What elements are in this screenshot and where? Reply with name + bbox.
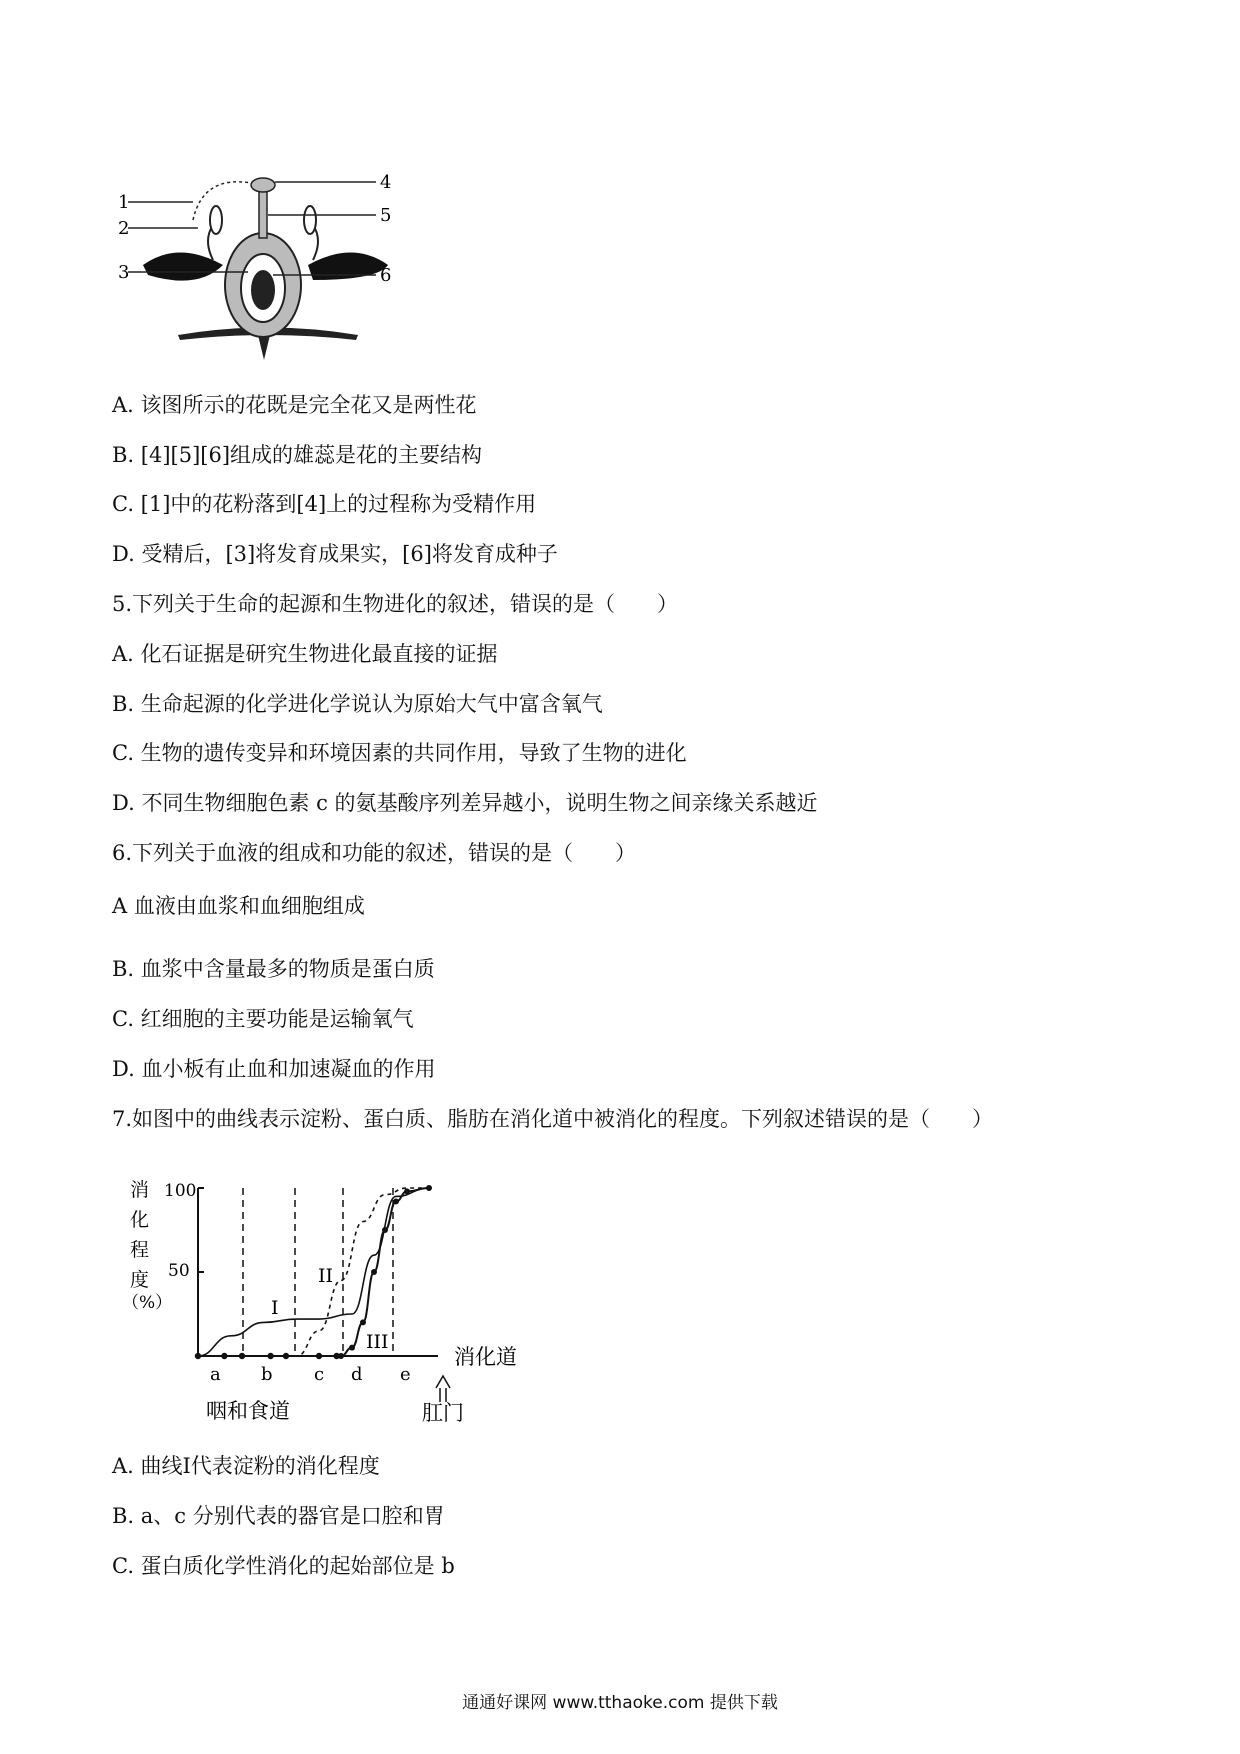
curve-III-point (426, 1185, 432, 1191)
q4-option-d: D. 受精后，[3]将发育成果实，[6]将发育成种子 (112, 542, 558, 566)
flower-structure-diagram (118, 170, 408, 365)
label-4: 4 (380, 172, 392, 193)
category-b: b (261, 1364, 273, 1385)
style (259, 188, 267, 238)
q7-option-a: A. 曲线I代表淀粉的消化程度 (112, 1454, 380, 1478)
anther-right (304, 206, 316, 234)
petal-right (308, 253, 388, 281)
ylabel-char-2: 化 (130, 1209, 150, 1231)
curve-III-point (371, 1269, 377, 1275)
curve-III (198, 1188, 429, 1356)
baseline-point (239, 1353, 245, 1359)
curve-II (198, 1188, 429, 1356)
baseline-point (316, 1353, 322, 1359)
ovule (251, 270, 275, 310)
q5-option-b: B. 生命起源的化学进化学说认为原始大气中富含氧气 (112, 692, 603, 716)
ylabel-char-4: 度 (130, 1269, 150, 1291)
series-label-II: II (318, 1265, 334, 1287)
q6-option-b: B. 血浆中含量最多的物质是蛋白质 (112, 957, 435, 981)
q6-option-d: D. 血小板有止血和加速凝血的作用 (112, 1057, 436, 1081)
q4-option-b: B. [4][5][6]组成的雄蕊是花的主要结构 (112, 443, 483, 467)
q6-stem: 6.下列关于血液的组成和功能的叙述，错误的是（ ） (112, 841, 637, 865)
curve-III-point (404, 1188, 410, 1194)
series-label-III: III (366, 1331, 389, 1353)
curve-III-point (393, 1198, 399, 1204)
q7-option-c: C. 蛋白质化学性消化的起始部位是 b (112, 1554, 455, 1578)
category-c: c (314, 1364, 325, 1385)
baseline-point (195, 1353, 201, 1359)
category-e: e (400, 1364, 411, 1385)
curve-III-point (382, 1227, 388, 1233)
annotation-anus: 肛门 (422, 1401, 464, 1425)
category-d: d (351, 1364, 363, 1385)
curve-I (198, 1188, 429, 1356)
ytick-50: 50 (168, 1261, 190, 1281)
annotation-esophagus: 咽和食道 (206, 1399, 290, 1423)
ytick-100: 100 (164, 1181, 197, 1201)
q4-option-c: C. [1]中的花粉落到[4]上的过程称为受精作用 (112, 492, 537, 516)
ylabel-unit: （%） (122, 1293, 173, 1313)
ylabel-char-1: 消 (130, 1179, 150, 1201)
x-axis-label: 消化道 (454, 1345, 517, 1369)
baseline-point (267, 1353, 273, 1359)
curve-III-point (349, 1345, 355, 1351)
anther-left (210, 206, 222, 234)
q5-stem: 5.下列关于生命的起源和生物进化的叙述，错误的是（ ） (112, 592, 679, 616)
q7-option-b: B. a、c 分别代表的器官是口腔和胃 (112, 1504, 445, 1528)
q4-option-a: A. 该图所示的花既是完全花又是两性花 (112, 393, 477, 417)
q5-option-c: C. 生物的遗传变异和环境因素的共同作用，导致了生物的进化 (112, 741, 687, 765)
q5-option-a: A. 化石证据是研究生物进化最直接的证据 (112, 642, 498, 666)
stigma (251, 178, 275, 192)
series-label-I: I (271, 1297, 279, 1319)
q6-option-c: C. 红细胞的主要功能是运输氧气 (112, 1007, 414, 1031)
label-6: 6 (380, 265, 392, 286)
baseline-point (333, 1353, 339, 1359)
q7-stem: 7.如图中的曲线表示淀粉、蛋白质、脂肪在消化道中被消化的程度。下列叙述错误的是（ ） (112, 1107, 994, 1131)
label-2: 2 (118, 218, 130, 239)
baseline-point (221, 1353, 227, 1359)
q5-option-d: D. 不同生物细胞色素 c 的氨基酸序列差异越小，说明生物之间亲缘关系越近 (112, 791, 818, 815)
curve-III-point (360, 1319, 366, 1325)
stalk (258, 335, 270, 360)
footer-source: 通通好课网 www.tthaoke.com 提供下载 (462, 1693, 778, 1713)
q6-option-a: A 血液由血浆和血细胞组成 (112, 894, 365, 918)
category-a: a (210, 1364, 221, 1385)
baseline-point (283, 1353, 289, 1359)
label-5: 5 (380, 205, 392, 226)
label-3: 3 (118, 262, 130, 283)
up-arrow-icon (436, 1376, 450, 1402)
digestion-chart (118, 1168, 558, 1430)
ylabel-char-3: 程 (130, 1239, 150, 1261)
label-1: 1 (118, 192, 130, 213)
